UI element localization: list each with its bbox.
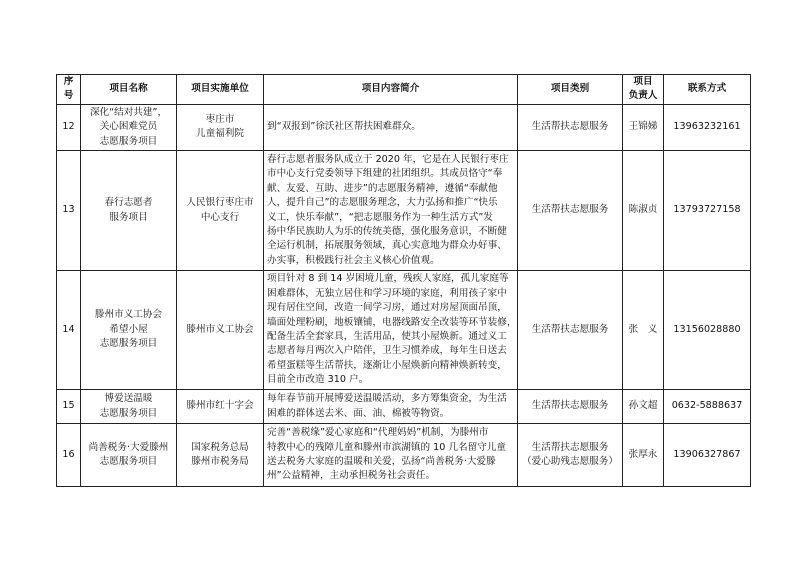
cell-leader: 张厚永 (623, 424, 664, 487)
cell-category (518, 151, 623, 271)
header-intro: 项目内容简介 (264, 75, 518, 105)
cell-leader: 王锦娣 (623, 104, 664, 150)
intro-line: 志愿者每月两次入户陪伴，卫生习惯养成，每年生日送去 (267, 345, 507, 357)
cell-seq: 14 (57, 271, 81, 390)
intro-line: 配备生活全套家具，生活用品，使其小屋焕新。通过义工 (267, 331, 507, 343)
intro-line: 州”公益精神，主动承担税务社会责任。 (267, 470, 436, 482)
intro-line: 完善“善税缘”爱心家庭和“代理妈妈”机制，为滕州市 (267, 427, 489, 439)
name-line: 博爱送温暖 (104, 393, 153, 405)
intro-line: 特教中心的残障儿童和滕州市滨湖镇的 10 几名留守儿童 (267, 441, 506, 453)
cell-contact: 13793727158 (664, 151, 751, 271)
intro-line: 扬中华民族助人为乐的传统美德，强化服务意识，不断健 (267, 225, 507, 237)
cell-category (518, 104, 623, 150)
unit-line: 国家税务总局 (191, 441, 249, 453)
header-contact: 联系方式 (664, 75, 751, 105)
cell-name (81, 271, 177, 390)
cell-seq: 12 (57, 104, 81, 150)
unit-line: 枣庄市 (205, 114, 235, 126)
cell-contact: 13963232161 (664, 104, 751, 150)
unit-line: 滕州市税务局 (191, 456, 249, 468)
intro-line: 到“双报到”徐沃社区帮扶困难群众。 (267, 121, 421, 133)
header-seq: 序号 (57, 75, 81, 105)
name-line: 志愿服务项目 (99, 135, 158, 147)
cell-name (81, 104, 177, 150)
intro-line: 义工，快乐奉献”，“把志愿服务作为一种生活方式”发 (267, 211, 493, 223)
cell-leader: 张 义 (623, 271, 664, 390)
cell-intro (264, 424, 518, 487)
cell-contact: 0632-5888637 (664, 390, 751, 424)
intro-line: 献、友爱、互助、进步”的志愿服务精神，遵循“奉献他 (267, 182, 498, 194)
cell-name (81, 424, 177, 487)
header-leader-line: 项目 (633, 76, 653, 87)
cell-seq: 15 (57, 390, 81, 424)
table-row (57, 390, 751, 424)
name-line: 服务项目 (109, 211, 148, 223)
cell-intro (264, 271, 518, 390)
table-row (57, 104, 751, 150)
intro-line: 希望蛋糕等生活帮扶，逐渐让小屋焕新向精神焕新转变， (267, 359, 507, 371)
cell-intro (264, 390, 518, 424)
header-category: 项目类别 (518, 75, 623, 105)
intro-line: 全运行机制，拓展服务领域，真心实意地为群众办好事、 (267, 240, 507, 252)
intro-line: 目前全市改造 310 户。 (267, 374, 369, 386)
intro-line: 困难的群体送去米、面、油、棉被等物资。 (267, 407, 450, 419)
header-row (57, 75, 751, 105)
cell-seq: 16 (57, 424, 81, 487)
name-line: 志愿服务项目 (99, 456, 158, 468)
intro-line: 现有居住空间，改造一间学习房，通过对房屋顶面吊顶， (267, 302, 507, 314)
name-line: 尚善税务·大爱滕州 (88, 441, 169, 453)
category-line: 生活帮扶志愿服务 (531, 121, 609, 133)
cell-intro (264, 104, 518, 150)
name-line: 深化“结对共建”， (89, 106, 168, 118)
cell-unit (177, 271, 264, 390)
cell-unit (177, 151, 264, 271)
name-line: 春行志愿者 (104, 197, 153, 209)
category-line: 生活帮扶志愿服务 (531, 204, 609, 216)
cell-unit (177, 390, 264, 424)
header-unit: 项目实施单位 (177, 75, 264, 105)
cell-name (81, 151, 177, 271)
intro-line: 每年春节前开展博爱送温暖活动，多方筹集资金，为生活 (267, 393, 507, 405)
cell-category (518, 390, 623, 424)
category-line: 生活帮扶志愿服务 (531, 441, 609, 453)
intro-line: 墙面处理粉刷，地板镶铺，电器线路安全改装等环节装修， (267, 316, 517, 328)
cell-unit (177, 424, 264, 487)
name-line: 志愿服务项目 (99, 407, 158, 419)
category-line: 生活帮扶志愿服务 (531, 323, 609, 335)
unit-line: 儿童福利院 (196, 128, 244, 140)
intro-line: 春行志愿者服务队成立于 2020 年，它是在人民银行枣庄 (267, 153, 509, 165)
unit-line: 人民银行枣庄市 (186, 197, 254, 209)
cell-leader: 陈淑贞 (623, 151, 664, 271)
cell-name (81, 390, 177, 424)
cell-category (518, 271, 623, 390)
intro-line: 项目针对 8 到 14 岁困境儿童，残疾人家庭，孤儿家庭等 (267, 273, 509, 285)
unit-line: 中心支行 (200, 211, 240, 223)
name-line: 滕州市义工协会 (94, 309, 163, 321)
name-line: 志愿服务项目 (99, 338, 158, 350)
cell-leader: 孙文超 (623, 390, 664, 424)
table-row (57, 151, 751, 271)
table-row (57, 271, 751, 390)
intro-line: 人，提升自己”的志愿服务理念，大力弘扬和推广“快乐 (267, 197, 498, 209)
intro-line: 办实事，积极践行社会主义核心价值观。 (267, 254, 440, 266)
intro-line: 送去税务大家庭的温暖和关爱，弘扬“尚善税务·大爱滕 (267, 456, 496, 468)
table-row (57, 424, 751, 487)
header-leader-line: 负责人 (628, 90, 658, 102)
intro-line: 困难群体，无独立居住和学习环境的家庭，利用孩子家中 (267, 287, 507, 299)
unit-line: 滕州市红十字会 (186, 400, 254, 412)
name-line: 关心困难党员 (99, 121, 158, 133)
cell-unit (177, 104, 264, 150)
name-line: 希望小屋 (109, 323, 148, 335)
header-leader (623, 75, 664, 105)
unit-line: 滕州市义工协会 (186, 323, 254, 335)
cell-contact: 13906327867 (664, 424, 751, 487)
project-table (56, 74, 751, 487)
cell-seq: 13 (57, 151, 81, 271)
category-line: 生活帮扶志愿服务 (531, 400, 609, 412)
category-line: （爱心助残志愿服务） (522, 456, 618, 468)
cell-category (518, 424, 623, 487)
header-name: 项目名称 (81, 75, 177, 105)
cell-intro (264, 151, 518, 271)
cell-contact: 13156028880 (664, 271, 751, 390)
intro-line: 市中心支行党委领导下组建的社团组织。其成员恪守“奉 (267, 168, 503, 180)
